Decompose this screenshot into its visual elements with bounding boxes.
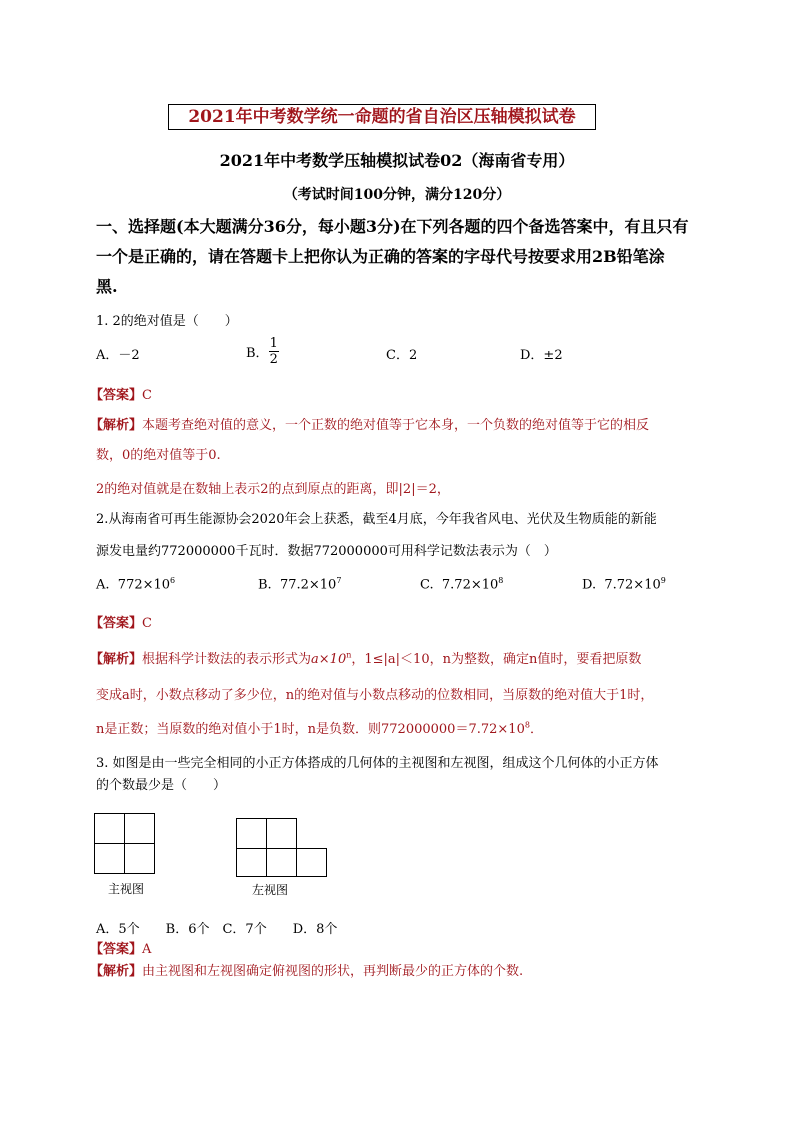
q2-option-b: B. $77.2\times 10^7$ bbox=[258, 576, 342, 593]
section-instructions-line1: 一、选择题(本大题满分36分，每小题3分)在下列各题的四个备选答案中，有且只有 bbox=[96, 217, 689, 236]
section-instructions-line3: 黑. bbox=[96, 277, 118, 296]
section-instructions-line2: 一个是正确的，请在答题卡上把你认为正确的答案的字母代号按要求用2B铅笔涂 bbox=[96, 247, 665, 266]
front-view-cell bbox=[94, 843, 125, 874]
front-view-caption: 主视图 bbox=[108, 882, 145, 896]
q1-option-d: D．±2 bbox=[520, 348, 563, 363]
q2-analysis-line3: n是正数；当原数的绝对值小于1时，n是负数．则$772000000=7.72\times 10^8$． bbox=[96, 720, 543, 737]
q1-analysis-line2: 数，0的绝对值等于0. bbox=[96, 448, 221, 463]
q2-answer: 【答案】C bbox=[90, 616, 152, 631]
exam-series-banner: 2021年中考数学统一命题的省自治区压轴模拟试卷 bbox=[168, 104, 596, 130]
q1-analysis-line3: 2的绝对值就是在数轴上表示2的点到原点的距离，即|2|＝2， bbox=[96, 482, 450, 497]
front-view-cell bbox=[124, 813, 155, 844]
q2-option-d: D. $7.72\times 10^9$ bbox=[582, 576, 666, 593]
left-view-cell bbox=[266, 818, 297, 849]
q2-option-c: C. $7.72\times 10^8$ bbox=[420, 576, 504, 593]
question-2-stem-line1: 2.从海南省可再生能源协会2020年会上获悉，截至4月底，今年我省风电、光伏及生物质能的新能 bbox=[96, 512, 657, 527]
q2-analysis-line2: 变成a时，小数点移动了多少位，n的绝对值与小数点移动的位数相同，当原数的绝对值大于1时， bbox=[96, 688, 654, 703]
front-view-cell bbox=[94, 813, 125, 844]
left-view-caption: 左视图 bbox=[252, 883, 289, 897]
q2-option-a: A. $772\times 10^6$ bbox=[96, 576, 176, 593]
q1-option-a: A．－2 bbox=[96, 348, 140, 363]
page-title: 2021年中考数学压轴模拟试卷02（海南省专用） bbox=[219, 151, 575, 170]
question-1-stem: 1. 2的绝对值是（ ） bbox=[96, 314, 238, 329]
q2-analysis-line1: 【解析】根据科学计数法的表示形式为$a\times 10^n$，1≤|a|＜10，n为整数，确定n值时，要看把原数 bbox=[90, 650, 642, 667]
question-2-stem-line2: 源发电量约772000000千瓦时．数据772000000可用科学记数法表示为（ ） bbox=[96, 544, 557, 559]
q1-option-c: C．2 bbox=[386, 348, 418, 363]
q1-analysis-line1: 【解析】本题考查绝对值的意义，一个正数的绝对值等于它本身，一个负数的绝对值等于它的相反 bbox=[90, 418, 650, 433]
front-view-cell bbox=[124, 843, 155, 874]
question-3-stem-line1: 3. 如图是由一些完全相同的小正方体搭成的几何体的主视图和左视图，组成这个几何体的小正方体 bbox=[96, 756, 659, 771]
left-view-cell bbox=[236, 818, 267, 849]
left-view-cell bbox=[266, 848, 297, 877]
question-3-stem-line2: 的个数最少是（ ） bbox=[96, 778, 227, 793]
q1-answer: 【答案】C bbox=[90, 388, 152, 403]
left-view-cell bbox=[236, 848, 267, 877]
exam-info: （考试时间100分钟，满分120分） bbox=[283, 187, 511, 203]
q3-analysis: 【解析】由主视图和左视图确定俯视图的形状，再判断最少的正方体的个数. bbox=[90, 964, 524, 979]
q1-option-b: B． $\frac{1}{2}$ bbox=[246, 336, 278, 367]
q3-answer: 【答案】A bbox=[90, 942, 152, 957]
left-view-cell bbox=[296, 848, 327, 877]
q3-options: A．5个 B．6个 C．7个 D．8个 bbox=[96, 922, 338, 937]
